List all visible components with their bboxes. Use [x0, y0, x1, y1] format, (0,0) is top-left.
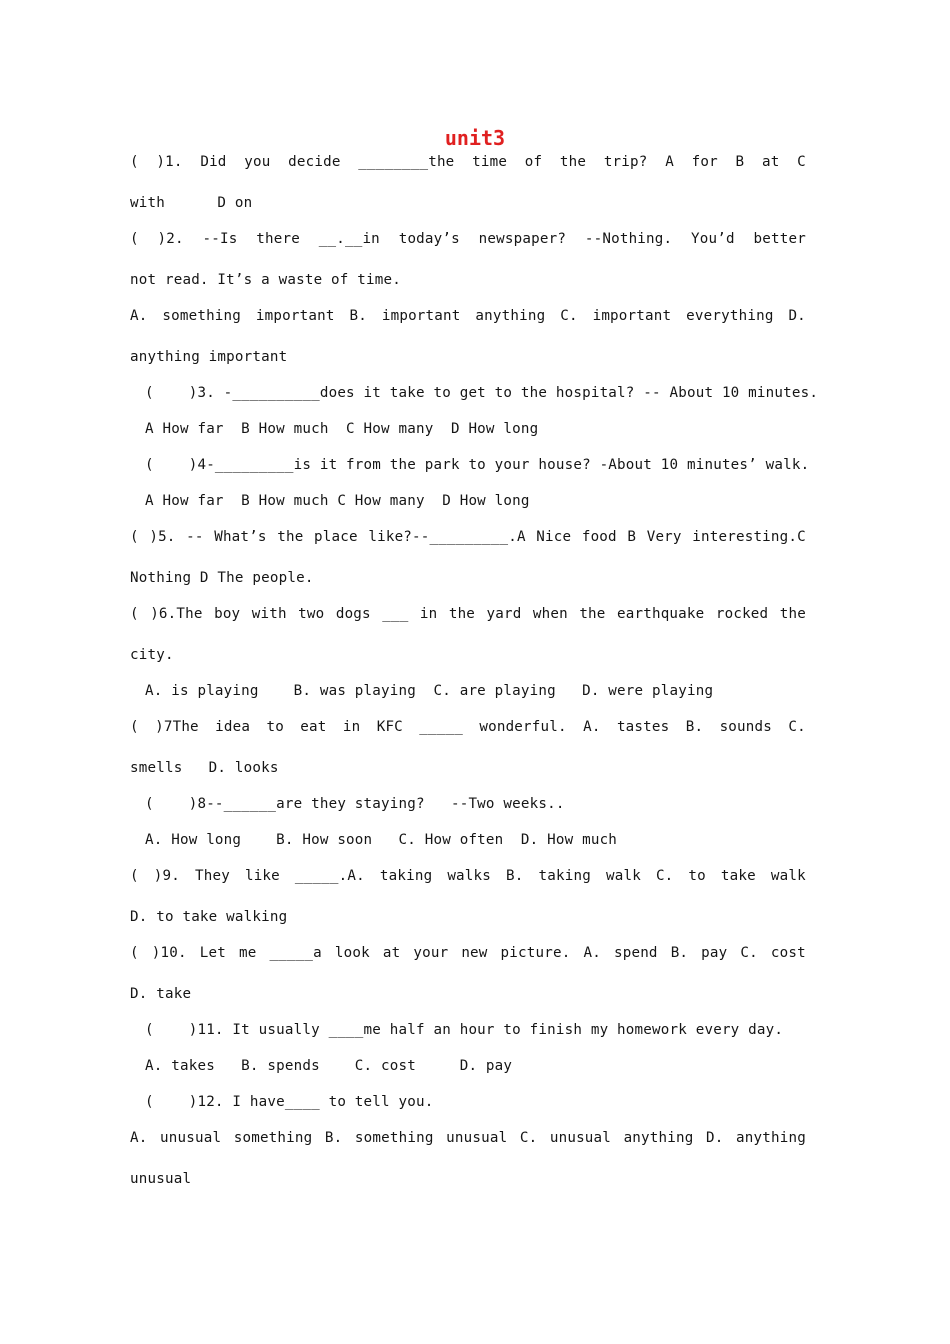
text-word: new [461, 945, 488, 961]
text-word: when [532, 606, 568, 622]
text-word: -- [186, 529, 204, 545]
text-word: today’s [398, 231, 460, 247]
text-word: important [592, 308, 672, 324]
text-word: KFC [376, 719, 403, 735]
text-word: take [720, 868, 756, 884]
text-line [130, 717, 806, 737]
text-word: )7The [155, 719, 199, 735]
text-word: B. [670, 945, 689, 961]
text-word: trip? [603, 154, 648, 170]
text-word: D. [706, 1130, 724, 1146]
text-word: dogs [335, 606, 371, 622]
text-word: place [314, 529, 358, 545]
text-line: A. How long B. How soon C. How often D. How much [145, 832, 618, 848]
text-line: ( )12. I have____ to tell you. [145, 1094, 434, 1110]
text-word: picture. [500, 945, 571, 961]
text-word: You’d [691, 231, 735, 247]
text-word: to [688, 868, 706, 884]
text-word: important [381, 308, 461, 324]
text-word: Let [199, 945, 226, 961]
text-word: the [779, 606, 806, 622]
text-word: pay [701, 945, 728, 961]
text-line [130, 943, 806, 963]
text-line: not read. It’s a waste of time. [130, 272, 401, 288]
text-word: unusual [160, 1130, 222, 1146]
text-line: ( )8--______are they staying? --Two weeks.. [145, 796, 565, 812]
text-line [130, 306, 806, 326]
text-word: They [194, 868, 230, 884]
text-word: B. [685, 719, 704, 735]
text-word: food [581, 529, 617, 545]
text-line: A How far B How much C How many D How long [145, 421, 539, 437]
text-word: yard [486, 606, 522, 622]
text-word: everything [686, 308, 774, 324]
text-line: city. [130, 647, 174, 663]
text-word: you [244, 154, 271, 170]
text-line: A How far B How much C How many D How long [145, 493, 530, 509]
text-word: --Is [202, 231, 238, 247]
text-word: Nice [536, 529, 572, 545]
text-word: )2. [157, 231, 184, 247]
text-word: A. [130, 308, 148, 324]
document-title: unit3 [444, 126, 506, 150]
text-word: )6.The [150, 606, 203, 622]
text-word: there [256, 231, 300, 247]
text-word: cost [770, 945, 806, 961]
text-word: in [419, 606, 438, 622]
text-line: Nothing D The people. [130, 570, 314, 586]
text-word: C [797, 154, 806, 170]
text-line: ( )11. It usually ____me half an hour to finish my homework every day. [145, 1022, 784, 1038]
text-word: )5. [149, 529, 176, 545]
text-line [130, 604, 806, 624]
text-word: walk [770, 868, 806, 884]
text-word: D. [788, 308, 806, 324]
text-word: _____ [419, 719, 463, 735]
text-word: unusual [446, 1130, 508, 1146]
text-word: the [448, 606, 476, 622]
text-word: important [255, 308, 335, 324]
text-word: anything [736, 1130, 806, 1146]
text-word: idea [215, 719, 251, 735]
text-word: ( [130, 868, 139, 884]
text-word: walk [605, 868, 641, 884]
text-line: ( )4-_________is it from the park to your house? -About 10 minutes’ walk. [145, 457, 810, 473]
text-word: B. [349, 308, 367, 324]
text-word: taking [538, 868, 591, 884]
text-word: to [266, 719, 284, 735]
text-word: Very [646, 529, 682, 545]
text-word: ________the [358, 154, 455, 170]
text-word: __.__in [318, 231, 380, 247]
text-word: B. [506, 868, 524, 884]
text-word: decide [288, 154, 341, 170]
text-word: at [761, 154, 780, 170]
text-word: something [233, 1130, 313, 1146]
text-word: the [277, 529, 304, 545]
text-word: newspaper? [478, 231, 567, 247]
text-word: --Nothing. [584, 231, 673, 247]
text-line [130, 152, 806, 172]
text-word: look [334, 945, 370, 961]
text-word: tastes [616, 719, 670, 735]
text-word: better [753, 231, 806, 247]
text-word: unusual [549, 1130, 612, 1146]
text-word: ( [130, 154, 139, 170]
text-line: ( )3. -__________does it take to get to the hospital? -- About 10 minutes. [145, 385, 819, 401]
text-word: sounds [719, 719, 773, 735]
text-word: ( [130, 945, 139, 961]
text-word: A. [583, 945, 601, 961]
text-line [130, 229, 806, 249]
text-word: C. [788, 719, 806, 735]
text-word: ( [130, 231, 139, 247]
text-word: your [413, 945, 449, 961]
text-word: taking [379, 868, 433, 884]
text-word: walks [447, 868, 492, 884]
text-word: something [354, 1130, 434, 1146]
text-word: earthquake [616, 606, 705, 622]
text-word: _____a [269, 945, 322, 961]
text-word: wonderful. [479, 719, 567, 735]
text-line: anything important [130, 349, 288, 365]
text-line: D. to take walking [130, 909, 288, 925]
text-word: ( [130, 719, 139, 735]
text-word: the [559, 154, 587, 170]
text-word: ( [130, 606, 139, 622]
text-line [130, 866, 806, 886]
text-line: D. take [130, 986, 192, 1002]
text-word: C. [560, 308, 578, 324]
text-word: B [627, 529, 637, 545]
text-word: of [524, 154, 543, 170]
text-word: at [382, 945, 401, 961]
text-word: interesting.C [692, 529, 806, 545]
text-word: Did [200, 154, 227, 170]
text-word: C. [740, 945, 758, 961]
text-word: anything [475, 308, 546, 324]
text-line [130, 527, 806, 547]
text-word: for [691, 154, 718, 170]
text-word: time [472, 154, 508, 170]
text-line: unusual [130, 1171, 192, 1187]
text-line [130, 1128, 806, 1148]
text-word: boy [214, 606, 241, 622]
text-word: What’s [214, 529, 267, 545]
text-word: _____.A. [294, 868, 365, 884]
text-word: )1. [156, 154, 183, 170]
text-line: with D on [130, 195, 253, 211]
text-line: smells D. looks [130, 760, 279, 776]
text-word: A. [583, 719, 601, 735]
text-word: eat [300, 719, 327, 735]
text-word: )9. [153, 868, 180, 884]
text-word: with [251, 606, 287, 622]
text-word: C. [519, 1130, 538, 1146]
text-word: A [665, 154, 674, 170]
text-word: in [342, 719, 361, 735]
text-word: like [244, 868, 280, 884]
text-word: B. [324, 1130, 343, 1146]
text-word: ___ [382, 606, 409, 622]
text-word: something [162, 308, 242, 324]
text-word: A. [130, 1130, 148, 1146]
text-word: like?--_________.A [368, 529, 526, 545]
text-word: me [238, 945, 257, 961]
text-word: anything [623, 1130, 694, 1146]
text-word: rocked [715, 606, 769, 622]
text-word: C. [655, 868, 674, 884]
text-word: )10. [151, 945, 187, 961]
text-word: spend [613, 945, 658, 961]
text-line: A. takes B. spends C. cost D. pay [145, 1058, 513, 1074]
text-word: B [735, 154, 745, 170]
text-line: A. is playing B. was playing C. are playing D. were playing [145, 683, 714, 699]
text-word: the [579, 606, 606, 622]
text-word: ( [130, 529, 139, 545]
text-word: two [298, 606, 325, 622]
